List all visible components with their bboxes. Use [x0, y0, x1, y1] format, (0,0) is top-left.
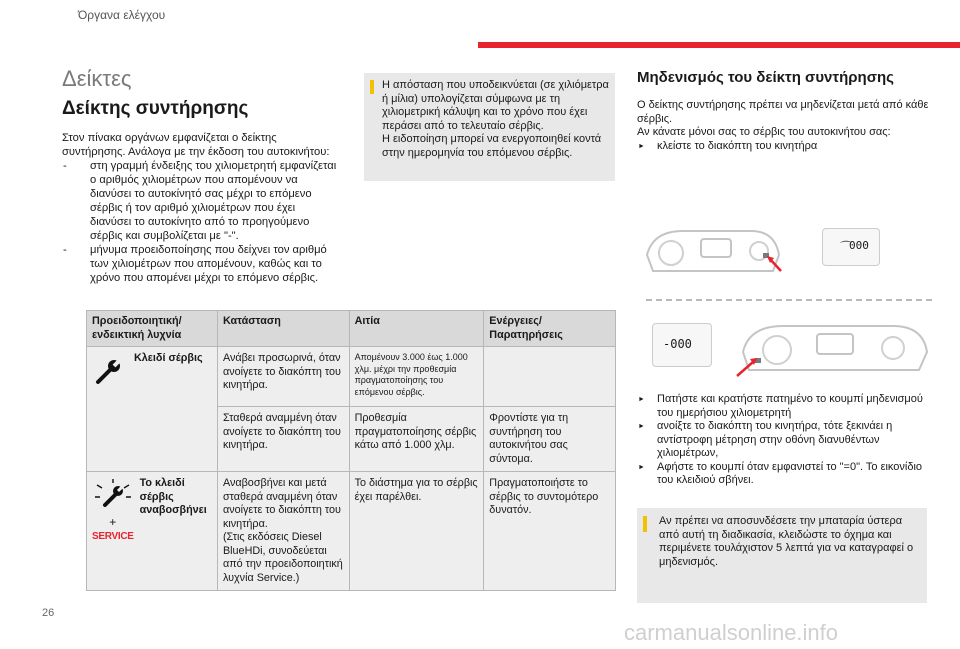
note-paragraph: Η απόσταση που υποδεικνύεται (σε χιλιόμετρα ή μίλια) υπολογίζεται σύμφωνα με τη χιλιομετρική κάλυψη και το χρόνο που έχει περάσει από το τελευταίο σέρβις.	[382, 79, 609, 132]
warning-lamp-table	[86, 310, 616, 591]
step-list	[637, 393, 937, 488]
intro-bullets	[62, 159, 337, 285]
table-cell: Προθεσμία πραγματοποίησης σέρβις κάτω από 1.000 χλμ.	[349, 407, 484, 472]
table-row	[87, 347, 616, 407]
note-paragraph: Η ειδοποίηση μπορεί να ενεργοποιηθεί κοντά στην ημερομηνία του επόμενου σέρβις.	[382, 133, 602, 159]
table-row	[87, 472, 616, 591]
divider	[646, 299, 932, 301]
plus-sign: +	[109, 514, 117, 529]
odometer-display-1	[822, 228, 880, 266]
display-value: 000	[849, 239, 869, 252]
note-paragraph: Αν πρέπει να αποσυνδέσετε την μπαταρία ύστερα από αυτή τη διαδικασία, κλειδώστε το όχημα και περιμένετε τουλάχιστον 5 λεπτά για να καταγραφεί ο μηδενισμός.	[659, 515, 914, 568]
service-badge: SERVICE	[92, 530, 134, 542]
lamp-label: Κλειδί σέρβις	[134, 352, 203, 364]
intro-bullet: - μήνυμα προειδοποίησης που δείχνει τον αριθμό των χιλιομέτρων που απομένουν, καθώς και το χρόνο που απομένει μέχρι το επόμενο σέρβις.	[62, 243, 337, 285]
chapter-header: Όργανα ελέγχου	[78, 8, 166, 22]
reset-heading: Μηδενισμός του δείκτη συντήρησης	[637, 69, 894, 86]
instrument-panel-figure-2	[733, 318, 933, 380]
reset-intro	[637, 99, 937, 153]
table-cell: Αναβοσβήνει και μετά σταθερά αναμμένη όταν ανοίγετε το διακόπτη του κινητήρα. (Στις εκδόσεις Diesel BlueHDi, συνοδεύεται από την προειδοποιητική λυχνία Service.)	[217, 472, 349, 591]
lamp-label: Το κλειδί σέρβις αναβοσβήνει	[139, 477, 207, 516]
reset-steps	[637, 393, 937, 488]
page-number: 26	[42, 607, 55, 619]
flashing-wrench-icon	[93, 477, 133, 511]
display-value: -000	[663, 337, 692, 351]
table-header: Ενέργειες/ Παρατηρήσεις	[484, 311, 616, 347]
reset-paragraph: Ο δείκτης συντήρησης πρέπει να μηδενίζεται μετά από κάθε σέρβις.	[637, 99, 929, 125]
wrench-icon	[92, 356, 124, 388]
step-item: ► κλείστε το διακόπτη του κινητήρα	[637, 140, 937, 154]
info-note-battery	[637, 508, 927, 603]
table-cell: Ανάβει προσωρινά, όταν ανοίγετε το διακόπτη του κινητήρα.	[217, 347, 349, 407]
note-marker	[370, 80, 374, 94]
step-item: ► Αφήστε το κουμπί όταν εμφανιστεί το "=0". Το εικονίδιο του κλειδιού σβήνει.	[637, 461, 937, 488]
intro-text	[62, 131, 337, 285]
note-marker	[643, 516, 647, 532]
table-cell	[484, 347, 616, 407]
instrument-panel-figure-1	[643, 225, 783, 280]
wrench-icon: ⌒	[840, 240, 853, 254]
table-cell: Το διάστημα για το σέρβις έχει παρέλθει.	[349, 472, 484, 591]
reset-paragraph: Αν κάνατε μόνοι σας το σέρβις του αυτοκινήτου σας:	[637, 126, 891, 138]
table-cell	[87, 347, 218, 472]
intro-lead: Στον πίνακα οργάνων εμφανίζεται ο δείκτης συντήρησης. Ανάλογα με την έκδοση του αυτοκινήτου:	[62, 132, 330, 158]
table-cell: Πραγματοποιήστε το σέρβις το συντομότερο δυνατόν.	[484, 472, 616, 591]
section-title: Δείκτες	[62, 66, 132, 91]
table-header: Αιτία	[349, 311, 484, 347]
page-heading: Δείκτης συντήρησης	[62, 98, 249, 119]
table-header: Προειδοποιητική/ ενδεικτική λυχνία	[87, 311, 218, 347]
reset-pre-step	[637, 140, 937, 154]
step-item: ► Πατήστε και κρατήστε πατημένο το κουμπί μηδενισμού του ημερήσιου χιλιομετρητή	[637, 393, 937, 420]
table-cell: Σταθερά αναμμένη όταν ανοίγετε το διακόπτη του κινητήρα.	[217, 407, 349, 472]
step-item: ► ανοίξτε το διακόπτη του κινητήρα, τότε ξεκινάει η αντίστροφη μέτρηση στην οθόνη διανυθέντων χιλιομέτρων,	[637, 420, 937, 461]
accent-bar	[478, 42, 960, 48]
intro-bullet: - στη γραμμή ένδειξης του χιλιομετρητή εμφανίζεται ο αριθμός χιλιομέτρων που απομένουν να διανύσει το αυτοκίνητό σας μέχρι το επόμενο σέρβις ή τον αριθμό χιλιομέτρων που έχει διανύσει το αυτοκίνητο από το προηγούμενο σέρβις και συμβολίζεται με "-".	[62, 159, 337, 243]
table-cell: Απομένουν 3.000 έως 1.000 χλμ. μέχρι την προθεσμία πραγματοποίησης του επόμενου σέρβις.	[349, 347, 484, 407]
info-note-top	[364, 73, 615, 181]
table-header: Κατάσταση	[217, 311, 349, 347]
table-cell: Φροντίστε για τη συντήρηση του αυτοκινήτου σας σύντομα.	[484, 407, 616, 472]
table-header-row	[87, 311, 616, 347]
odometer-display-2	[652, 323, 712, 367]
watermark: carmanualsonline.info	[624, 620, 839, 645]
table-cell	[87, 472, 218, 591]
